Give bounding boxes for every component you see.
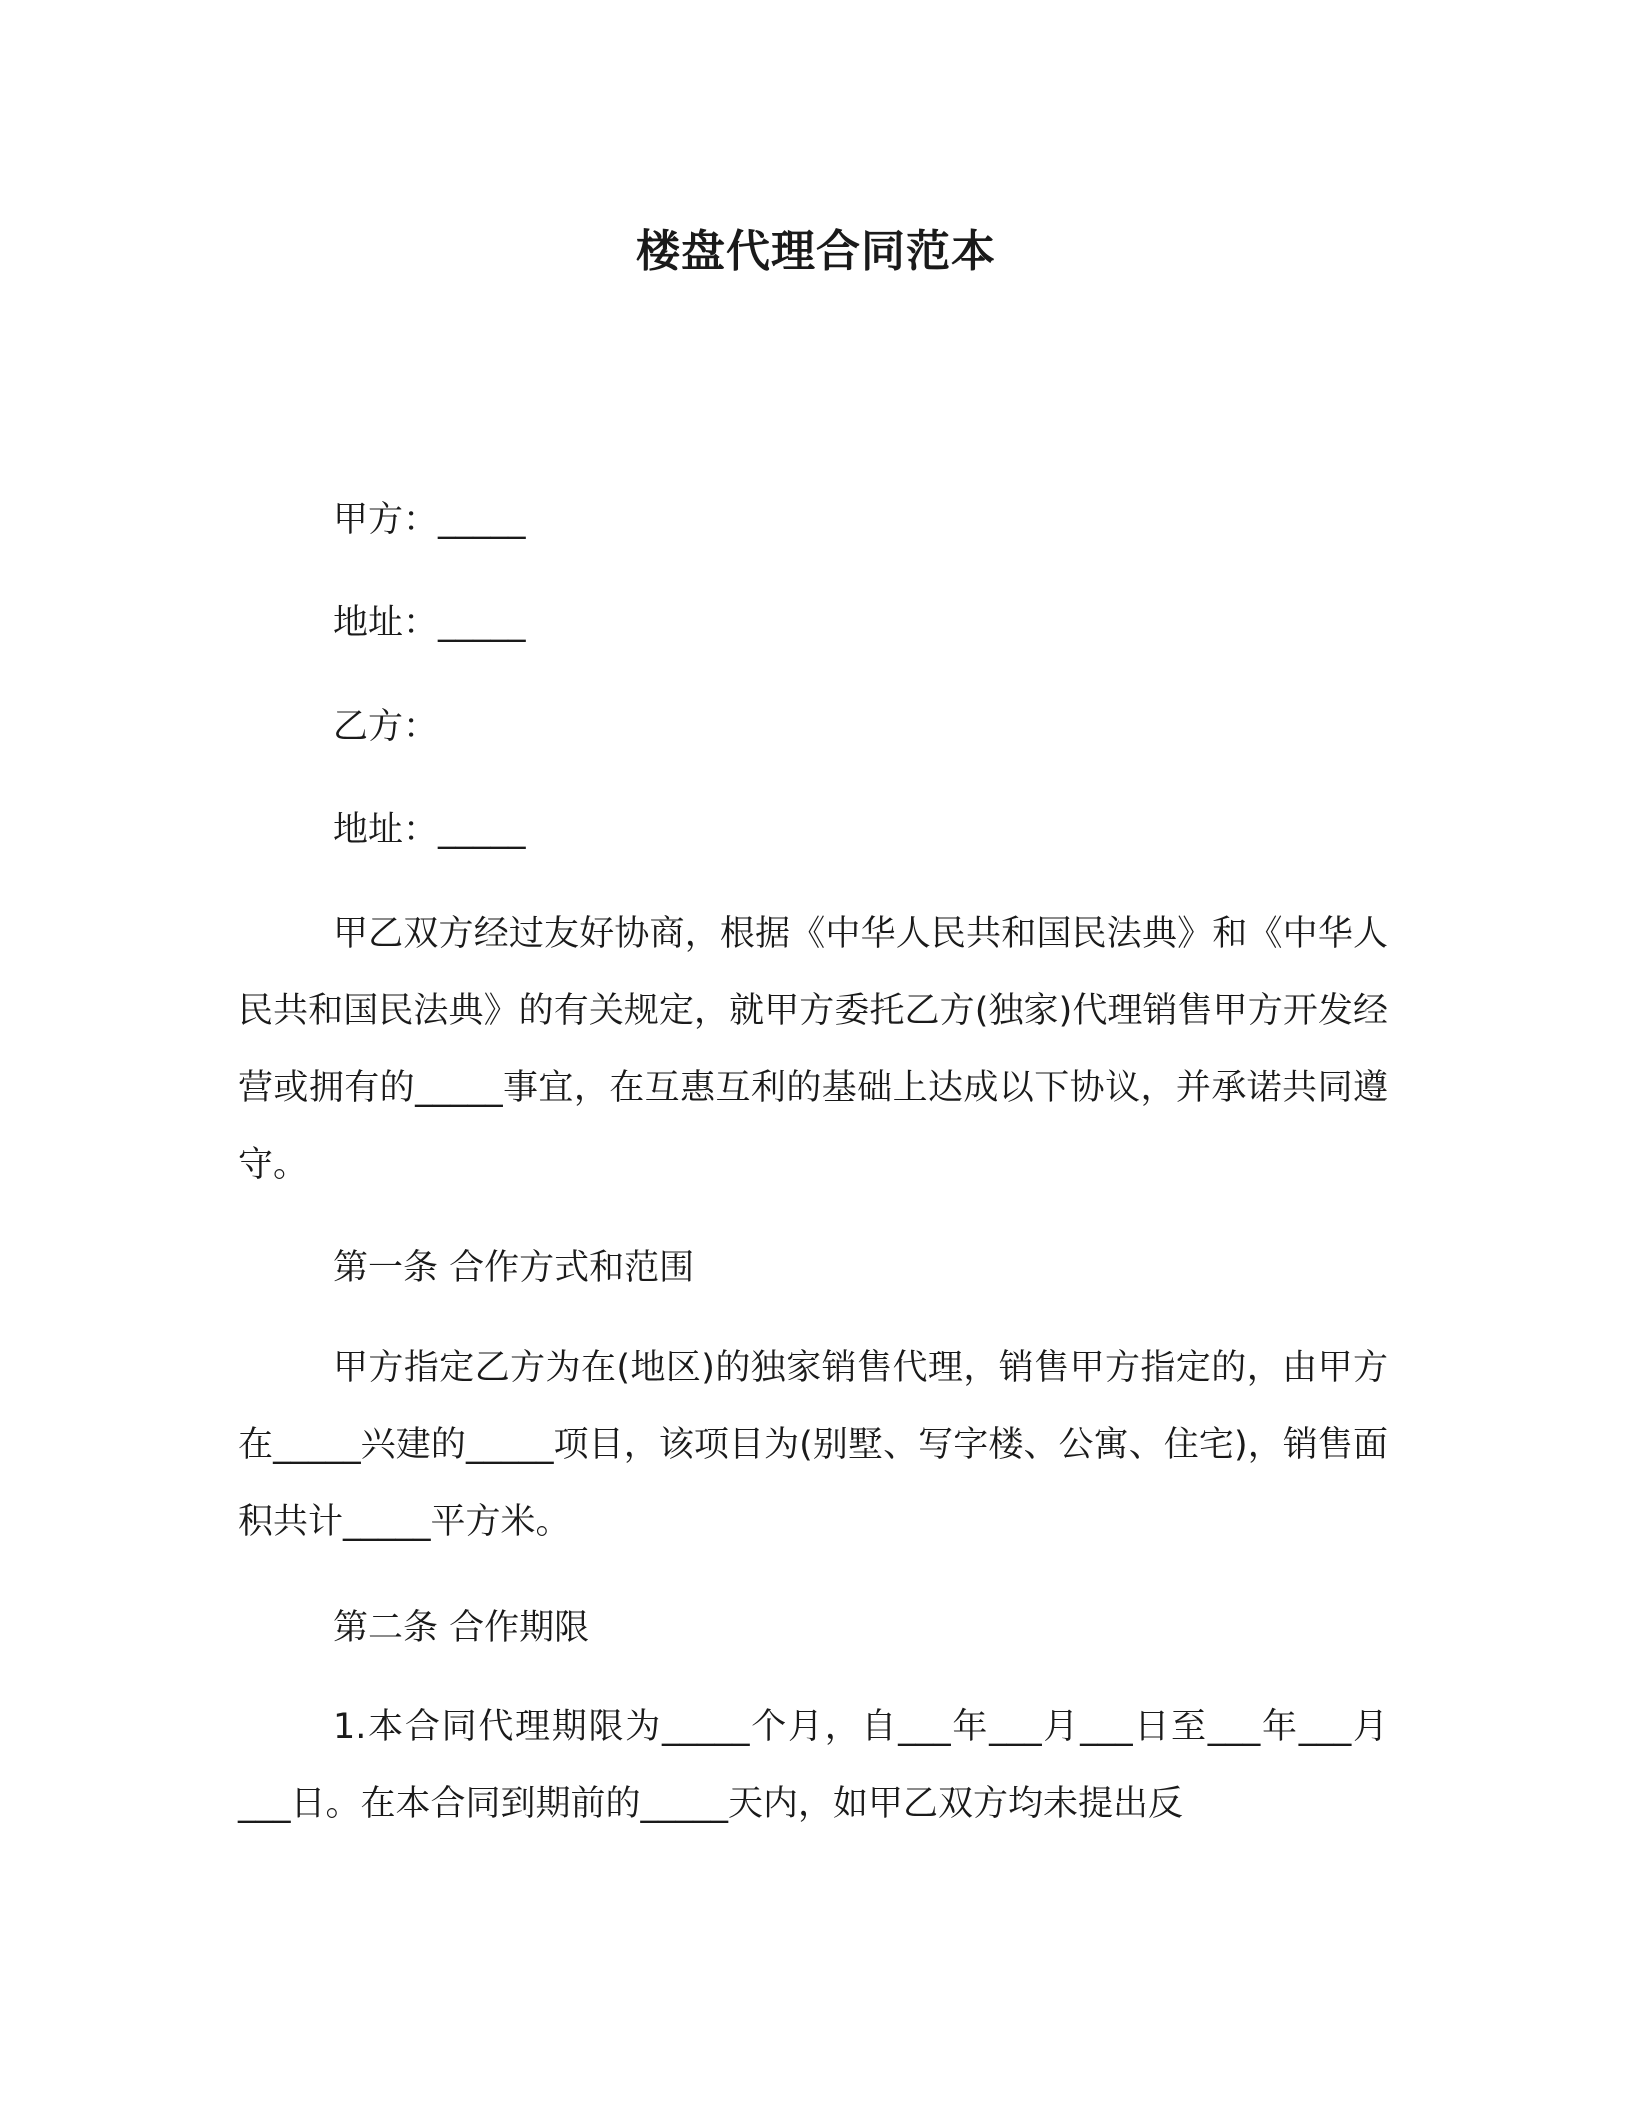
address-b-line: 地址：_____ xyxy=(333,810,526,850)
address-a-line: 地址：_____ xyxy=(333,603,526,643)
article-1-paragraph: 甲方指定乙方为在(地区)的独家销售代理，销售甲方指定的，由甲方在_____兴建的_____项目，该项目为(别墅、写字楼、公寓、住宅)，销售面积共计_____平方米。 xyxy=(238,1348,1388,1542)
document-title: 楼盘代理合同范本 xyxy=(636,226,996,277)
preamble-paragraph: 甲乙双方经过友好协商，根据《中华人民共和国民法典》和《中华人民共和国民法典》的有关规定，就甲方委托乙方(独家)代理销售甲方开发经营或拥有的_____事宜，在互惠互利的基础上达成以下协议，并承诺共同遵守。 xyxy=(238,914,1388,1185)
article-2-heading: 第二条 合作期限 xyxy=(333,1608,590,1648)
party-a-line: 甲方：_____ xyxy=(333,500,526,540)
article-2-paragraph: 1.本合同代理期限为_____个月，自___年___月___日至___年___月___日。在本合同到期前的_____天内，如甲乙双方均未提出反 xyxy=(238,1707,1388,1824)
article-1-heading: 第一条 合作方式和范围 xyxy=(333,1248,695,1288)
party-b-line: 乙方： xyxy=(333,707,439,747)
